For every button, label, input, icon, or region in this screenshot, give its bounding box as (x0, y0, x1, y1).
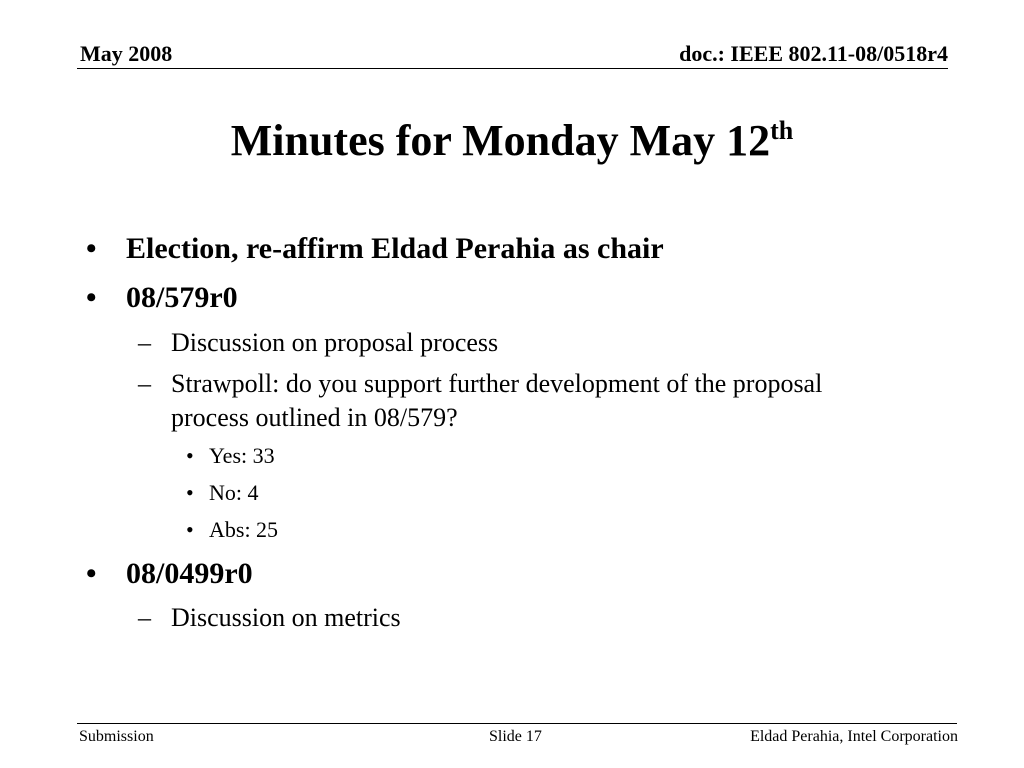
sub-bullet-strawpoll-line2: process outlined in 08/579? (171, 403, 458, 432)
sub-bullet-marker: – (138, 369, 151, 398)
slide-title (0, 113, 1024, 169)
header-divider (77, 68, 948, 69)
vote-abstain-text: Abs: 25 (209, 517, 279, 542)
footer-author: Eldad Perahia, Intel Corporation (750, 728, 958, 745)
vote-bullet-marker: • (186, 517, 194, 542)
vote-no-text: No: 4 (209, 480, 259, 505)
sub-bullet-marker: – (138, 328, 151, 357)
sub-bullet-proposal-process-text: Discussion on proposal process (171, 328, 499, 357)
bullet-election-text: Election, re-affirm Eldad Perahia as chair (126, 232, 664, 265)
slide-title-text: Minutes for Monday May 12 (230, 116, 771, 165)
sub-bullet-strawpoll-line1: Strawpoll: do you support further development of the proposal (171, 369, 823, 398)
vote-bullet-marker: • (186, 480, 194, 505)
bullet-08-579r0-text: 08/579r0 (126, 281, 238, 314)
footer-slide-number: Slide 17 (489, 728, 542, 745)
slide-title-superscript: th (770, 116, 794, 145)
sub-bullet-marker: – (138, 603, 151, 632)
bullet-marker: • (86, 232, 97, 265)
header-document-id: doc.: IEEE 802.11-08/0518r4 (679, 41, 948, 66)
vote-yes-text: Yes: 33 (209, 443, 275, 468)
bullet-marker: • (86, 281, 97, 314)
bullet-marker: • (86, 557, 97, 590)
bullet-08-0499r0-text: 08/0499r0 (126, 557, 253, 590)
footer-divider (77, 723, 957, 724)
sub-bullet-metrics-text: Discussion on metrics (171, 603, 401, 632)
footer-submission: Submission (79, 728, 154, 745)
header-date: May 2008 (80, 41, 173, 66)
vote-bullet-marker: • (186, 443, 194, 468)
